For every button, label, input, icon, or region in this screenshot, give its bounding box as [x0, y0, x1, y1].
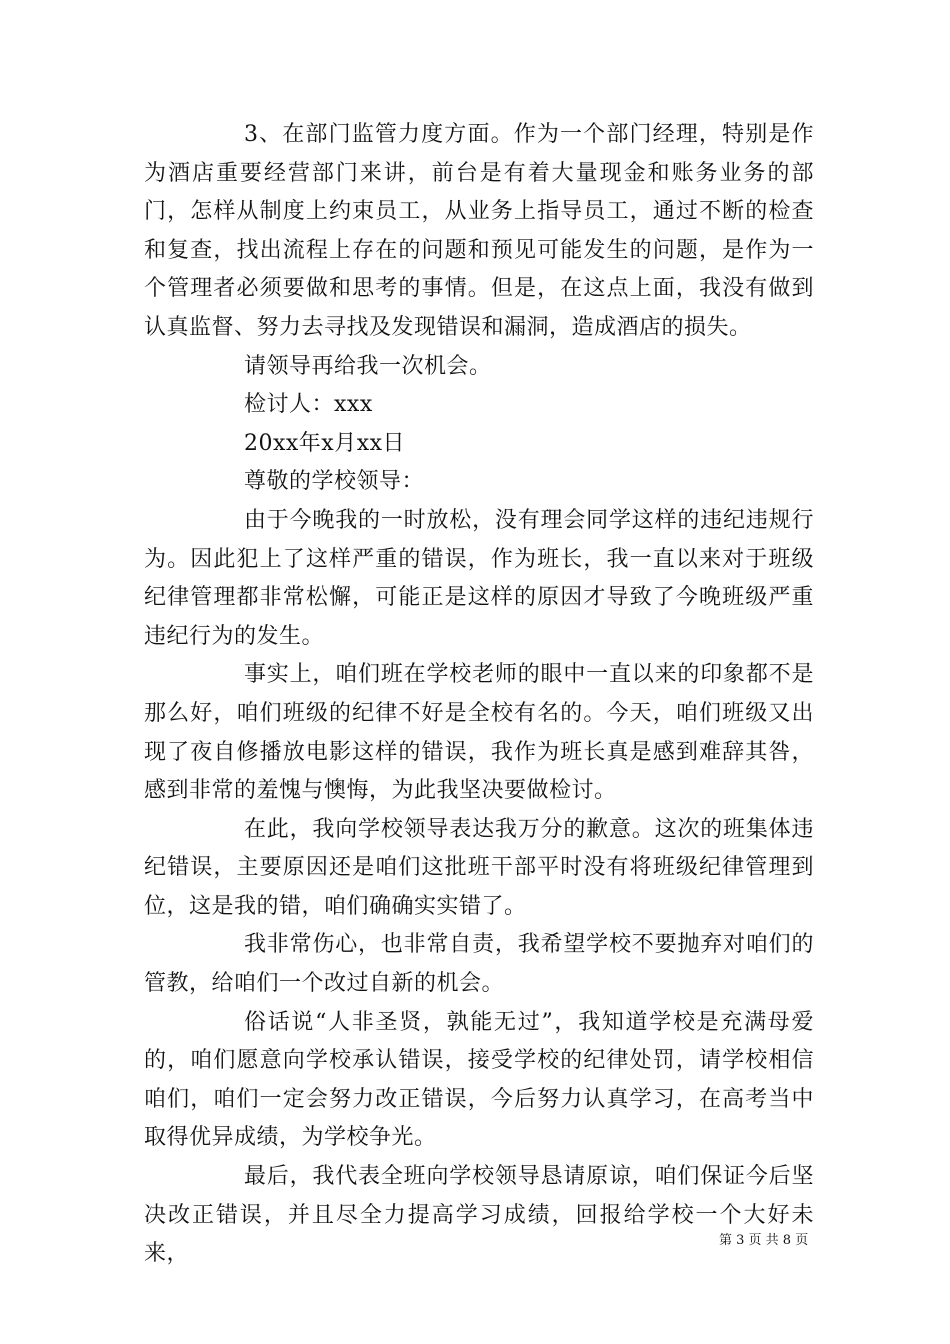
paragraph-fact: 事实上，咱们班在学校老师的眼中一直以来的印象都不是那么好，咱们班级的纪律不好是全校有名的。今天，咱们班级又出现了夜自修播放电影这样的错误，我作为班长真是感到难辞其咎，感到非常的羞愧与懊悔，为此我坚决要做检讨。 — [144, 662, 814, 804]
paragraph-final: 最后，我代表全班向学校领导恳请原谅，咱们保证今后坚决改正错误，并且尽全力提高学习成绩，回报给学校一个大好未来， — [144, 1164, 814, 1267]
salutation: 尊敬的学校领导： — [244, 469, 425, 495]
paragraph-relaxation: 由于今晚我的一时放松，没有理会同学这样的违纪违规行为。因此犯上了这样严重的错误，作为班长，我一直以来对于班级纪律管理都非常松懈，可能正是这样的原因才导致了今晚班级严重违纪行为的发生。 — [144, 507, 814, 649]
signature-reviewer: 检讨人：xxx — [244, 392, 373, 418]
paragraph-proverb: 俗话说“人非圣贤，孰能无过”，我知道学校是充满母爱的，咱们愿意向学校承认错误，接受学校的纪律处罚，请学校相信咱们，咱们一定会努力改正错误，今后努力认真学习，在高考当中取得优异成绩，为学校争光。 — [144, 1009, 814, 1151]
page-number: 第 3 页 共 8 页 — [719, 1233, 809, 1248]
paragraph-supervision: 3、在部门监管力度方面。作为一个部门经理，特别是作为酒店重要经营部门来讲，前台是有着大量现金和账务业务的部门，怎样从制度上约束员工，从业务上指导员工，通过不断的检查和复查，找出流程上存在的问题和预见可能发生的问题，是作为一个管理者必须要做和思考的事情。但是，在这点上面，我没有做到认真监督、努力去寻找及发现错误和漏洞，造成酒店的损失。 — [144, 122, 814, 340]
signature-date: 20xx年x月xx日 — [244, 430, 406, 456]
document-body — [144, 116, 814, 1274]
paragraph-apology: 在此，我向学校领导表达我万分的歉意。这次的班集体违纪错误，主要原因还是咱们这批班干部平时没有将班级纪律管理到位，这是我的错，咱们确确实实错了。 — [144, 816, 814, 919]
paragraph-request-chance: 请领导再给我一次机会。 — [244, 353, 492, 379]
paragraph-self-blame: 我非常伤心，也非常自责，我希望学校不要抛弃对咱们的管教，给咱们一个改过自新的机会。 — [144, 932, 814, 997]
